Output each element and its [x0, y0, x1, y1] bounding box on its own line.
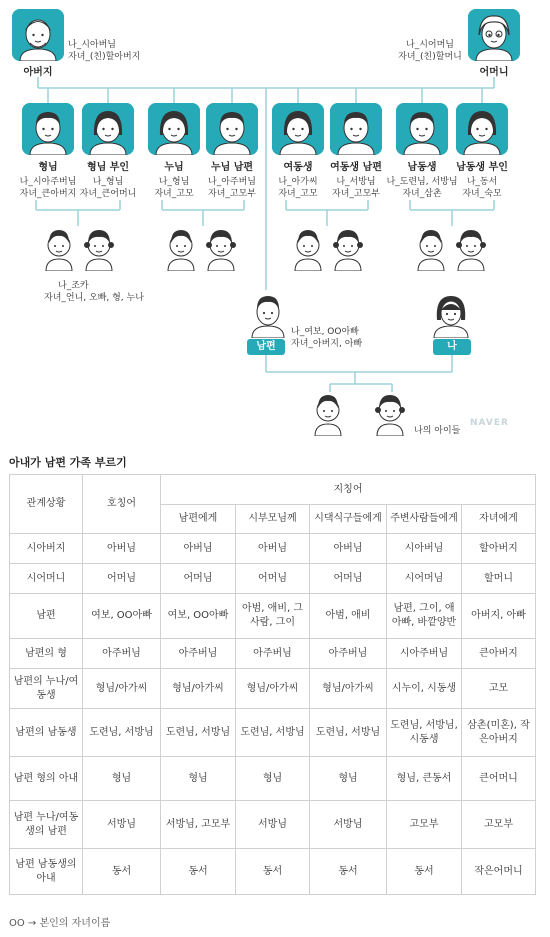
term-cell: 큰아버지 — [462, 639, 536, 669]
niece-icon — [330, 225, 366, 275]
table-body — [10, 534, 536, 895]
older-sister-husband-note: 나_아주버님 자녀_고모부 — [208, 177, 256, 199]
table-row — [10, 801, 536, 849]
older-brother-note: 나_시아주버님 자녀_큰아버지 — [19, 177, 77, 199]
term-cell: 할아버지 — [462, 534, 536, 564]
term-cell: 서방님 — [236, 801, 310, 849]
older-brother-wife-note: 나_형님 자녀_큰어머니 — [79, 177, 137, 199]
older-sister-husband-label: 누님 남편 — [210, 162, 254, 173]
younger-sister-husband-note: 나_서방님 자녀_고모부 — [332, 177, 380, 199]
table-row — [10, 709, 536, 757]
term-cell: 아주버님 — [310, 639, 387, 669]
younger-brother-label: 남동생 — [407, 162, 437, 173]
term-cell: 아버님 — [236, 534, 310, 564]
younger-brother-wife-note: 나_동서 자녀_숙모 — [462, 177, 502, 199]
term-cell: 아버지, 아빠 — [462, 594, 536, 639]
relation-cell: 남편의 누나/여동생 — [10, 669, 83, 709]
header-relation: 관계상황 — [10, 475, 83, 534]
header-jiching: 지칭어 — [161, 475, 536, 505]
term-cell: 고모부 — [462, 801, 536, 849]
term-cell: 형님 — [161, 757, 236, 801]
term-cell: 도련님, 서방님 — [236, 709, 310, 757]
older-sister-husband-icon — [206, 103, 258, 155]
father-icon — [12, 9, 64, 61]
term-cell: 아버님 — [83, 534, 161, 564]
term-cell: 동서 — [161, 849, 236, 895]
older-sister-note: 나_형님 자녀_고모 — [154, 177, 194, 199]
term-cell: 작은어머니 — [462, 849, 536, 895]
father-label: 아버지 — [23, 67, 53, 78]
niece-icon — [203, 225, 239, 275]
subheader-cell: 주변사람들에게 — [387, 505, 462, 534]
subheader-cell: 시부모님께 — [236, 505, 310, 534]
term-cell: 시아주버님 — [387, 639, 462, 669]
younger-brother-wife-icon — [456, 103, 508, 155]
section-title: 아내가 남편 가족 부르기 — [9, 456, 127, 469]
older-sister-icon — [148, 103, 200, 155]
term-cell: 고모 — [462, 669, 536, 709]
relation-cell: 남편 — [10, 594, 83, 639]
younger-sister-icon — [272, 103, 324, 155]
term-cell: 서방님, 고모부 — [161, 801, 236, 849]
term-cell: 아버님 — [310, 534, 387, 564]
me-icon — [428, 288, 474, 342]
header-hoching: 호칭어 — [83, 475, 161, 534]
terms-table — [9, 474, 536, 895]
father-note: 나_시아버님 자녀_(친)할아버지 — [68, 40, 141, 62]
husband-icon — [248, 288, 288, 342]
term-cell: 형님/아가씨 — [83, 669, 161, 709]
term-cell: 형님, 큰동서 — [387, 757, 462, 801]
term-cell: 고모부 — [387, 801, 462, 849]
term-cell: 아주버님 — [236, 639, 310, 669]
term-cell: 형님 — [310, 757, 387, 801]
table-row — [10, 594, 536, 639]
relation-cell: 남편 형의 아내 — [10, 757, 83, 801]
term-cell: 아주버님 — [161, 639, 236, 669]
term-cell: 큰어머니 — [462, 757, 536, 801]
older-brother-icon — [22, 103, 74, 155]
me-badge: 나 — [433, 339, 471, 355]
term-cell: 시어머님 — [387, 564, 462, 594]
term-cell: 도련님, 서방님 — [83, 709, 161, 757]
term-cell: 형님/아가씨 — [236, 669, 310, 709]
term-cell: 동서 — [83, 849, 161, 895]
table-row — [10, 639, 536, 669]
younger-brother-note: 나_도련님, 서방님 자녀_삼촌 — [386, 177, 458, 199]
children-note: 나의 아이들 — [414, 426, 461, 436]
table-row — [10, 564, 536, 594]
older-brother-wife-label: 형님 부인 — [86, 162, 130, 173]
term-cell: 어머님 — [310, 564, 387, 594]
mother-note: 나_시어머님 자녀_(친)할머니 — [398, 40, 462, 62]
term-cell: 아범, 애비, 그사람, 그이 — [236, 594, 310, 639]
term-cell: 동서 — [387, 849, 462, 895]
term-cell: 형님 — [236, 757, 310, 801]
subheader-cell: 자녀에게 — [462, 505, 536, 534]
term-cell: 남편, 그이, 애아빠, 바깥양반 — [387, 594, 462, 639]
table-row — [10, 757, 536, 801]
table-row — [10, 534, 536, 564]
subheader-cell: 남편에게 — [161, 505, 236, 534]
my-daughter-icon — [372, 390, 408, 440]
term-cell: 서방님 — [83, 801, 161, 849]
relation-cell: 남편 누나/여동생의 남편 — [10, 801, 83, 849]
term-cell: 도련님, 서방님 — [310, 709, 387, 757]
niece-icon — [81, 225, 117, 275]
relation-cell: 시어머니 — [10, 564, 83, 594]
term-cell: 여보, OO아빠 — [83, 594, 161, 639]
my-son-icon — [310, 390, 346, 440]
naver-watermark: NAVER — [470, 418, 509, 428]
nephew-note: 나_조카 자녀_언니, 오빠, 형, 누나 — [44, 281, 144, 303]
relation-cell: 시아버지 — [10, 534, 83, 564]
term-cell: 형님/아가씨 — [161, 669, 236, 709]
term-cell: 시아버님 — [387, 534, 462, 564]
table-row — [10, 849, 536, 895]
nephew-icon — [413, 225, 449, 275]
younger-sister-label: 여동생 — [283, 162, 313, 173]
term-cell: 여보, OO아빠 — [161, 594, 236, 639]
term-cell: 아버님 — [161, 534, 236, 564]
nephew-icon — [290, 225, 326, 275]
term-cell: 도련님, 서방님, 시동생 — [387, 709, 462, 757]
term-cell: 동서 — [310, 849, 387, 895]
younger-sister-note: 나_아가씨 자녀_고모 — [278, 177, 318, 199]
term-cell: 아주버님 — [83, 639, 161, 669]
table-row — [10, 669, 536, 709]
older-sister-label: 누님 — [164, 162, 184, 173]
younger-brother-wife-label: 남동생 부인 — [456, 162, 508, 173]
term-cell: 동서 — [236, 849, 310, 895]
footnote: OO → 본인의 자녀이름 — [9, 918, 111, 929]
older-brother-wife-icon — [82, 103, 134, 155]
term-cell: 할머니 — [462, 564, 536, 594]
husband-note: 나_여보, OO아빠 자녀_아버지, 아빠 — [291, 327, 363, 349]
term-cell: 어머님 — [236, 564, 310, 594]
nephew-icon — [163, 225, 199, 275]
nephew-icon — [41, 225, 77, 275]
older-brother-label: 형님 — [38, 162, 58, 173]
husband-badge: 남편 — [247, 339, 285, 355]
term-cell: 어머님 — [161, 564, 236, 594]
term-cell: 도련님, 서방님 — [161, 709, 236, 757]
term-cell: 시누이, 시동생 — [387, 669, 462, 709]
relation-cell: 남편의 남동생 — [10, 709, 83, 757]
mother-label: 어머니 — [479, 67, 509, 78]
family-tree-diagram — [0, 0, 550, 445]
relation-cell: 남편 남동생의 아내 — [10, 849, 83, 895]
mother-icon — [468, 9, 520, 61]
niece-icon — [453, 225, 489, 275]
term-cell: 형님/아가씨 — [310, 669, 387, 709]
term-cell: 어머님 — [83, 564, 161, 594]
younger-sister-husband-label: 여동생 남편 — [330, 162, 382, 173]
tree-connector-lines — [0, 0, 550, 445]
younger-brother-icon — [396, 103, 448, 155]
subheader-cell: 시댁식구들에게 — [310, 505, 387, 534]
younger-sister-husband-icon — [330, 103, 382, 155]
term-cell: 아범, 애비 — [310, 594, 387, 639]
term-cell: 서방님 — [310, 801, 387, 849]
term-cell: 형님 — [83, 757, 161, 801]
term-cell: 삼촌(미혼), 작은아버지 — [462, 709, 536, 757]
relation-cell: 남편의 형 — [10, 639, 83, 669]
